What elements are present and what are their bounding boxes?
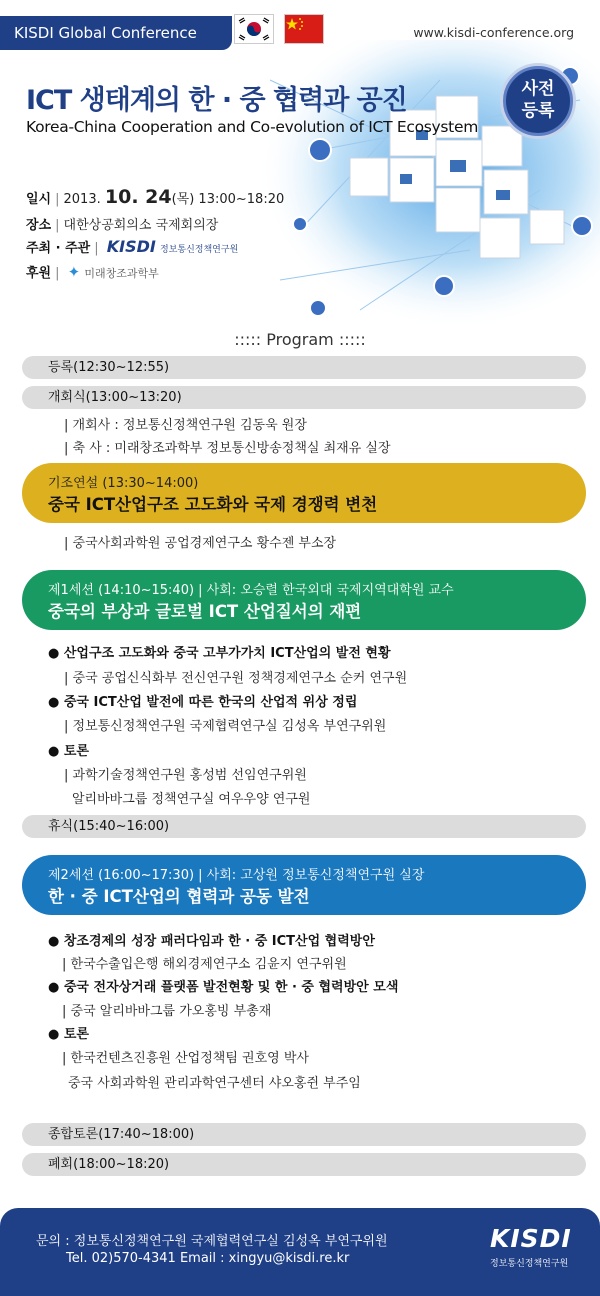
kisdi-logo-sub: 정보통신정책연구원	[490, 1259, 569, 1269]
session-2-banner	[22, 855, 586, 915]
session-2-speaker-1: | 한국수출입은행 해외경제연구소 김윤지 연구위원	[62, 957, 347, 972]
date-pre: 2013.	[63, 192, 101, 207]
program-closing: 폐회(18:00~18:20)	[22, 1153, 586, 1176]
pre-registration-button[interactable]	[503, 66, 573, 136]
event-venue: 장소 | 대한상공회의소 국제회의장	[26, 218, 219, 233]
session-1-speaker-1: | 중국 공업신식화부 전신연구원 정책경제연구소 순커 연구원	[64, 671, 408, 686]
footer-contact: 문의 : 정보통신정책연구원 국제협력연구실 김성옥 부연구위원	[36, 1234, 388, 1249]
keynote-banner	[22, 463, 586, 523]
session-1-banner	[22, 570, 586, 630]
session-1-panelist-2: 알리바바그룹 정책연구실 여우우양 연구원	[72, 792, 311, 807]
session-1-time: 제1세션 (14:10~15:40) | 사회: 오승렬 한국외대 국제지역대학원 교수	[48, 583, 454, 598]
host-logo: KISDI	[106, 237, 156, 256]
session-2-title: 한 · 중 ICT산업의 협력과 공동 발전	[48, 887, 310, 906]
session-2-topic-2: ● 중국 전자상거래 플랫폼 발전현황 및 한 · 중 협력방안 모색	[48, 980, 399, 995]
program-discussion: 종합토론(17:40~18:00)	[22, 1123, 586, 1146]
site-url-link[interactable]: www.kisdi-conference.org	[413, 25, 574, 40]
session-1-speaker-2: | 정보통신정책연구원 국제협력연구실 김성옥 부연구위원	[64, 719, 387, 734]
host-name: 정보통신정책연구원	[160, 245, 239, 255]
session-1-topic-1: ● 산업구조 고도화와 중국 고부가가치 ICT산업의 발전 현황	[48, 646, 391, 661]
sponsor-name: 미래창조과학부	[84, 267, 159, 280]
footer	[0, 1208, 600, 1296]
page-subtitle: Korea-China Cooperation and Co-evolution of ICT Ecosystem	[26, 118, 478, 136]
keynote-time: 기조연설 (13:30~14:00)	[48, 476, 199, 491]
sponsor-label: 후원	[26, 266, 52, 281]
program-registration: 등록(12:30~12:55)	[22, 356, 586, 379]
session-2-time: 제2세션 (16:00~17:30) | 사회: 고상원 정보통신정책연구원 실장	[48, 868, 425, 883]
event-date: 일시 | 2013. 10. 24(목) 13:00~18:20	[26, 186, 285, 208]
opening-speaker-1: | 개회사 : 정보통신정책연구원 김동욱 원장	[64, 418, 307, 433]
venue-value: 대한상공회의소 국제회의장	[63, 218, 219, 233]
venue-label: 장소	[26, 218, 52, 233]
footer-contact-details[interactable]: Tel. 02)570-4341 Email : xingyu@kisdi.re.kr	[66, 1251, 350, 1266]
opening-speaker-2: | 축 사 : 미래창조과학부 정보통신방송정책실 최재유 실장	[64, 441, 391, 456]
session-2-topic-1: ● 창조경제의 성장 패러다임과 한 · 중 ICT산업 협력방안	[48, 934, 375, 949]
session-2-topic-3: ● 토론	[48, 1027, 89, 1042]
program-heading: ::::: Program :::::	[234, 330, 366, 349]
date-post: (목) 13:00~18:20	[171, 192, 285, 207]
page-title: ICT 생태계의 한 · 중 협력과 공진	[26, 85, 407, 116]
kisdi-logo: KISDI	[490, 1224, 572, 1253]
event-host: 주최 · 주관 | KISDI 정보통신정책연구원	[26, 237, 239, 256]
session-2-speaker-2: | 중국 알리바바그룹 가오홍빙 부총재	[62, 1004, 272, 1019]
event-sponsor: 후원 | ✦ 미래창조과학부	[26, 263, 159, 281]
session-1-title: 중국의 부상과 글로벌 ICT 산업질서의 재편	[48, 602, 362, 621]
program-opening: 개회식(13:00~13:20)	[22, 386, 586, 409]
session-1-topic-2: ● 중국 ICT산업 발전에 따른 한국의 산업적 위상 정립	[48, 695, 358, 710]
session-2-panelist-2: 중국 사회과학원 관리과학연구센터 샤오홍쥔 부주임	[68, 1076, 361, 1091]
badge-line-2: 등록	[521, 101, 555, 121]
keynote-title: 중국 ICT산업구조 고도화와 국제 경쟁력 변천	[48, 495, 378, 514]
date-label: 일시	[26, 192, 52, 207]
badge-line-1: 사전	[521, 79, 555, 99]
msip-logo-icon: ✦	[67, 263, 81, 281]
session-1-topic-3: ● 토론	[48, 744, 89, 759]
keynote-speaker: | 중국사회과학원 공업경제연구소 황수젠 부소장	[64, 536, 337, 551]
session-1-panelist-1: | 과학기술정책연구원 홍성범 선임연구위원	[64, 768, 307, 783]
conference-tab: KISDI Global Conference 2013	[0, 16, 232, 50]
program-break: 휴식(15:40~16:00)	[22, 815, 586, 838]
session-2-panelist-1: | 한국컨텐츠진흥원 산업정책팀 권호영 박사	[62, 1051, 309, 1066]
host-label: 주최 · 주관	[26, 241, 91, 256]
date-day: 10. 24	[104, 186, 172, 208]
